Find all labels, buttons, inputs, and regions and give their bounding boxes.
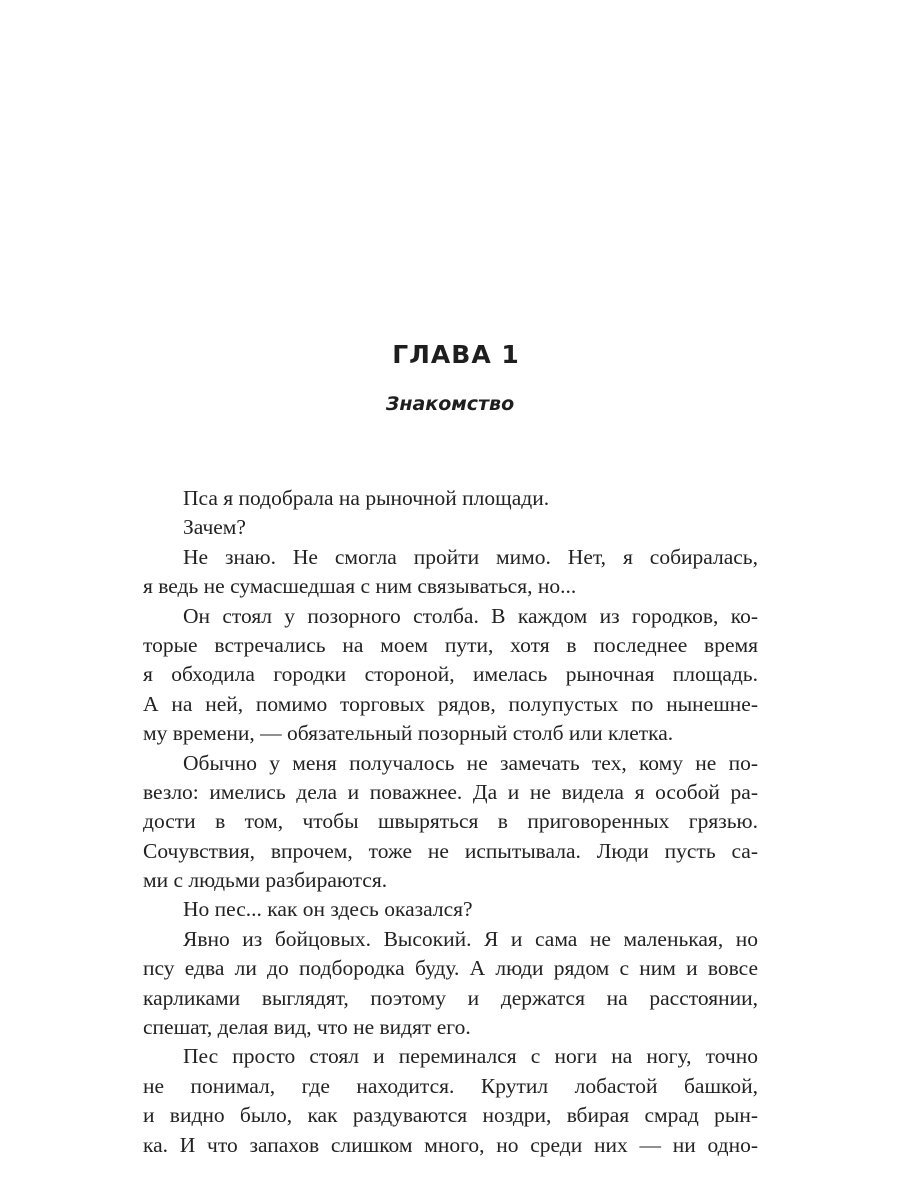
text-line: карликами выглядят, поэтому и держатся на расстоянии, [143, 985, 758, 1010]
text-line: ми с людьми разбираются. [143, 868, 388, 893]
text-line: му времени, — обязательный позорный столб или клетка. [143, 721, 674, 746]
text-line: Он стоял у позорного столба. В каждом из городков, ко- [183, 603, 758, 628]
text-line: и видно было, как раздуваются ноздри, вбирая смрад рын- [143, 1103, 758, 1128]
text-line: я обходила городки стороной, имелась рыночная площадь. [143, 662, 758, 687]
text-line: Зачем? [183, 515, 246, 540]
text-line: я ведь не сумасшедшая с ним связываться, но... [143, 574, 577, 599]
chapter-title: ГЛАВА 1 [392, 340, 520, 369]
chapter-body [143, 484, 758, 1160]
text-line: А на ней, помимо торговых рядов, полупустых по нынешне- [143, 691, 758, 716]
text-line: Явно из бойцовых. Высокий. Я и сама не маленькая, но [183, 926, 758, 951]
text-line: Пес просто стоял и переминался с ноги на ногу, точно [183, 1044, 758, 1069]
text-line: спешат, делая вид, что не видят его. [143, 1015, 471, 1040]
text-line: везло: имелись дела и поважнее. Да и не видела я особой ра- [143, 779, 758, 804]
text-line: псу едва ли до подбородка буду. А люди рядом с ним и вовсе [143, 956, 758, 981]
text-line: не понимал, где находится. Крутил лобастой башкой, [143, 1073, 758, 1098]
text-line: торые встречались на моем пути, хотя в последнее время [143, 632, 758, 657]
chapter-subtitle: Знакомство [385, 393, 515, 415]
text-line: Пса я подобрала на рыночной площади. [183, 486, 550, 510]
text-line: Не знаю. Не смогла пройти мимо. Нет, я собиралась, [183, 544, 758, 569]
text-line: Но пес... как он здесь оказался? [183, 897, 473, 922]
text-line: ка. И что запахов слишком много, но среди них — ни одно- [143, 1132, 758, 1157]
text-line: Обычно у меня получалось не замечать тех, кому не по- [183, 750, 758, 775]
text-line: дости в том, чтобы швыряться в приговоренных грязью. [143, 809, 758, 834]
text-line: Сочувствия, впрочем, тоже не испытывала. Люди пусть са- [143, 838, 758, 863]
